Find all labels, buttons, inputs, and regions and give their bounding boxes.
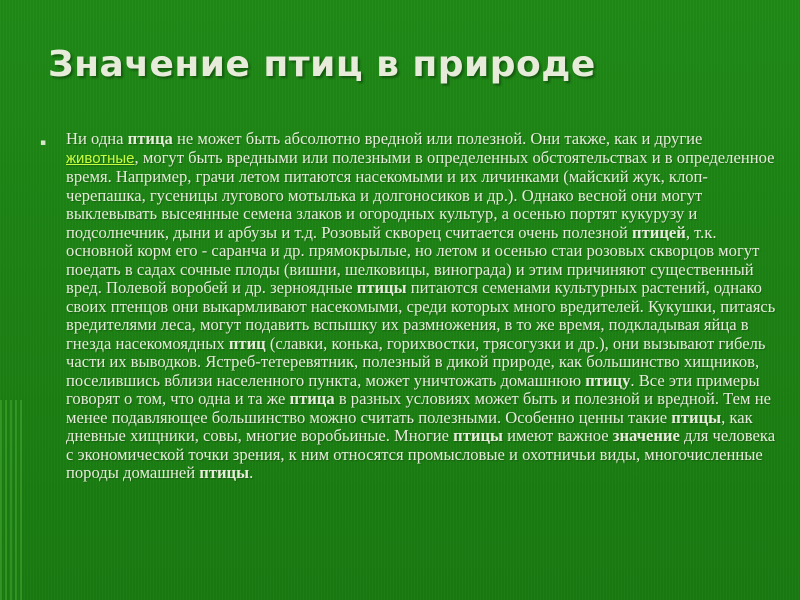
text-segment: в разных условиях может быть и полезной и вредной. Тем не менее подавляющее большинство можно считать полезными. Особенно ценны такие <box>66 389 771 427</box>
highlighted-term: птица <box>127 129 173 148</box>
text-segment: . <box>249 463 254 482</box>
text-segment: , как дневные хищники, совы, многие воробьиные. Многие <box>66 407 753 445</box>
text-segment: (славки, конька, горихвостки, трясогузки и др.), они вызывают гибель части их выводков. Ястреб-тетеревятник, полезный в дикой природе, как большинство хищников, поселившись вблизи населенного пункта, может уничтожать домашнюю <box>66 333 766 390</box>
text-segment: . Все эти примеры говорят о том, что одна и та же <box>66 370 760 408</box>
highlighted-term: значение <box>612 426 680 445</box>
text-segment: Ни одна <box>66 129 128 148</box>
highlighted-term: птицей <box>632 222 686 242</box>
text-segment: , т.к. основной корм его - саранча и др. прямокрылые, но летом и осенью стаи розовых скворцов могут поедать в садах сочные плоды (вишни, шелковицы, винограда) и этим причиняют существенный вред. Полевой воробей и др. зерноядные <box>66 222 760 297</box>
highlighted-term: птицы <box>671 407 722 427</box>
highlighted-term: птица <box>289 389 335 408</box>
text-segment: , могут быть вредными или полезными в определенных обстоятельствах и в определенное время. Например, грачи летом питаются насекомыми и их личинками (майский жук, клоп-черепашка, гусеницы лугового мотылька и долгоносиков и др.). Однако весной они могут выклевывать высеянные семена злаков и огородных культур, а осенью портят кукурузу и подсолнечник, дыни и арбузы и т.д. Розовый скворец считается очень полезной <box>66 147 775 242</box>
highlighted-term: птицы <box>199 463 250 482</box>
highlighted-term: птицу <box>585 370 631 390</box>
body-paragraph <box>66 130 776 483</box>
text-segment: не может быть абсолютно вредной или полезной. Они также, как и другие <box>172 129 703 148</box>
decorative-stripes <box>0 400 22 600</box>
text-segment: питаются семенами культурных растений, однако своих птенцов они выкармливают насекомыми, среди которых много вредителей. Кукушки, питаясь вредителями леса, могут подавить вспышку их размножения, в то же время, подкладывая яйца в гнезда насекомоядных <box>66 278 776 353</box>
highlighted-term: птиц <box>228 333 266 353</box>
bullet-icon: ▪ <box>40 138 47 148</box>
text-segment: имеют важное <box>502 426 613 445</box>
animals-link[interactable]: животные <box>66 149 135 167</box>
highlighted-term: птицы <box>356 278 407 297</box>
text-segment: для человека с экономической точки зрения, к ним относятся промысловые и охотничьи виды, многочисленные породы домашней <box>66 426 776 482</box>
highlighted-term: птицы <box>453 426 503 445</box>
slide-title: Значение птиц в природе <box>48 44 596 85</box>
